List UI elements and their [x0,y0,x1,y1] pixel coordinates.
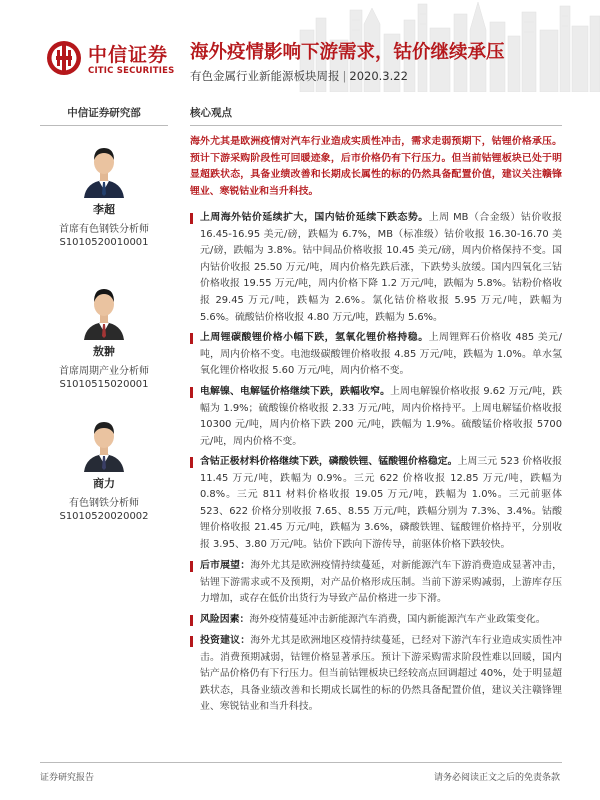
section-label: 核心观点 [190,105,562,126]
bullet-marker [190,213,193,224]
bullet-text: 海外疫情蔓延冲击新能源汽车消费，国内新能源汽车产业政策变化。 [249,614,546,625]
bullet-item [190,558,562,608]
brand-name: 中信证券 [88,44,169,66]
brand-name-en: CITIC SECURITIES [88,66,175,76]
bullet-item [190,330,562,380]
analyst-name: 商力 [93,477,115,490]
bullet-lead: 后市展望： [200,560,251,571]
bullet-text: 上周三元 523 价格收报 11.45 万元/吨，跌幅为 0.9%。三元 622 价格收报 12.85 万元/吨，跌幅为 0.8%。三元 811 材料价格收报 19.05 万元/吨，跌幅为 1.0%。三元前驱体 523、622 价格分别收报 7.65、8.55 万元/吨，跌幅分别为 7.3%、3.4%。钴酸锂价格收报 21.45 万元/吨，跌幅为 3.6%，磷酸铁锂、锰酸锂价格持平，分别收报 3.95、3.80 万元/吨。钴价下跌向下游传导，前驱体价格下跌较快。 [200,456,562,550]
analyst-card [40,282,168,390]
bullet-marker [190,333,193,344]
footer-divider [40,762,562,763]
analyst-role: 首席有色钢铁分析师 [59,224,149,235]
bullet-marker [190,457,193,468]
bullet-text: 上周锂辉石价格收 485 美元/吨，周内价格不变。电池级碳酸锂价格收报 4.85 万元/吨，跌幅为 1.0%。单水氢氧化锂价格收报 5.60 万元/吨，周内价格不变。 [200,332,562,377]
bullet-text: 海外尤其是欧洲疫情持续蔓延，对新能源汽车下游消费造成显著冲击，钴锂下游需求或不及预期，对产品价格形成压制。当前下游采购减弱，上游库存压力增加，或存在低价出货行为导致产品价格进一步下滑。 [200,560,562,605]
report-date: 2020.3.22 [349,69,408,83]
bullet-text: 上周 MB（合金级）钴价收报 16.45-16.95 美元/磅，跌幅为 6.7%，MB（标准级）钴价收报 16.30-16.70 美元/磅，跌幅为 3.8%。钴中间品价格收报 10.45 美元/磅，周内价格保持不变。国内钴价收报 25.50 万元/吨，周内价格先跌后涨，下跌势头放缓。国内四氧化三钴价格收报 19.55 万元/吨，周内价格下降 1.2 万元/吨，跌幅为 5.8%。钴粉价格收报 29.45 万元/吨，跌幅为 2.6%。氯化钴价格收报 5.95 万元/吨，跌幅为 5.6%。硫酸钴价格收报 4.80 万元/吨，跌幅为 5.6%。 [200,212,562,323]
bullet-lead: 风险因素： [200,614,250,625]
bullet-lead: 上周海外钴价延续扩大，国内钴价延续下跌态势。 [200,212,429,223]
bullet-marker [190,615,193,626]
analyst-avatar [80,140,128,198]
separator: | [342,69,347,83]
analyst-card [40,140,168,248]
core-summary: 海外尤其是欧洲疫情对汽车行业造成实质性冲击，需求走弱预期下，钴锂价格承压。预计下游采购阶段性可回暖迹象，后市价格仍有下行压力。但当前钴锂板块已处于明显超跌状态，具备业绩改善和长期成长属性的标的仍然具备配置价值，建议关注赣锋锂业、寒锐钴业和当升科技。 [190,136,562,197]
footer-label: 证券研究报告 [40,773,95,783]
bullet-marker [190,561,193,572]
report-category: 有色金属行业新能源板块周报 [190,69,340,83]
analyst-role: 有色钢铁分析师 [69,498,139,509]
report-header [0,0,600,92]
report-subtitle [190,68,408,84]
bullet-marker [190,387,193,398]
bullet-text: 海外尤其是欧洲地区疫情持续蔓延，已经对下游汽车行业造成实质性冲击。消费预期减弱，钴锂价格显著承压。预计下游采购需求阶段性难以回暖，国内钴产品价格仍有下行压力。但当前钴锂板块已经较高点回调超过 40%，处于明显超跌状态，具备业绩改善和长期成长属性的标的仍然具备配置价值，建议关注赣锋锂业、寒锐钴业和当升科技。 [200,635,562,713]
analyst-name: 敖翀 [93,345,115,358]
bullet-item [190,210,562,326]
bullet-item [190,612,562,629]
analyst-card [40,414,168,522]
bullet-text: 上周电解镍价格收报 9.62 万元/吨，跌幅为 1.9%；硫酸镍价格收报 2.33 万元/吨，周内价格持平。上周电解锰价格收报 10300 元/吨，周内价格下跌 200 元/吨，跌幅为 1.9%。硫酸锰价格收报 5700 元/吨，周内价格不变。 [200,386,562,447]
bullet-lead: 投资建议： [200,635,251,646]
analyst-license-id: S1010515020001 [59,379,149,390]
disclaimer-note: 请务必阅读正文之后的免责条款 [433,773,560,783]
bullet-marker [190,636,193,647]
analyst-role: 首席周期产业分析师 [59,366,149,377]
analyst-license-id: S1010520020002 [59,511,149,522]
bullet-item [190,633,562,716]
institute-name: 中信证券研究部 [40,105,168,126]
bullet-lead: 含钴正极材料价格继续下跌，磷酸铁锂、锰酸锂价格稳定。 [200,456,458,467]
analyst-name: 李超 [93,203,115,216]
analyst-sidebar [40,105,168,126]
bullet-lead: 电解镍、电解锰价格继续下跌，跌幅收窄。 [200,386,391,397]
analyst-avatar [80,414,128,472]
analyst-license-id: S1010520010001 [59,237,149,248]
citic-logo-icon [46,40,82,76]
report-title: 海外疫情影响下游需求，钴价继续承压 [190,42,505,63]
bullet-item [190,454,562,554]
bullet-lead: 上周锂碳酸锂价格小幅下跌，氢氧化锂价格持稳。 [200,332,429,343]
main-content [190,105,562,200]
analyst-avatar [80,282,128,340]
bullet-item [190,384,562,450]
